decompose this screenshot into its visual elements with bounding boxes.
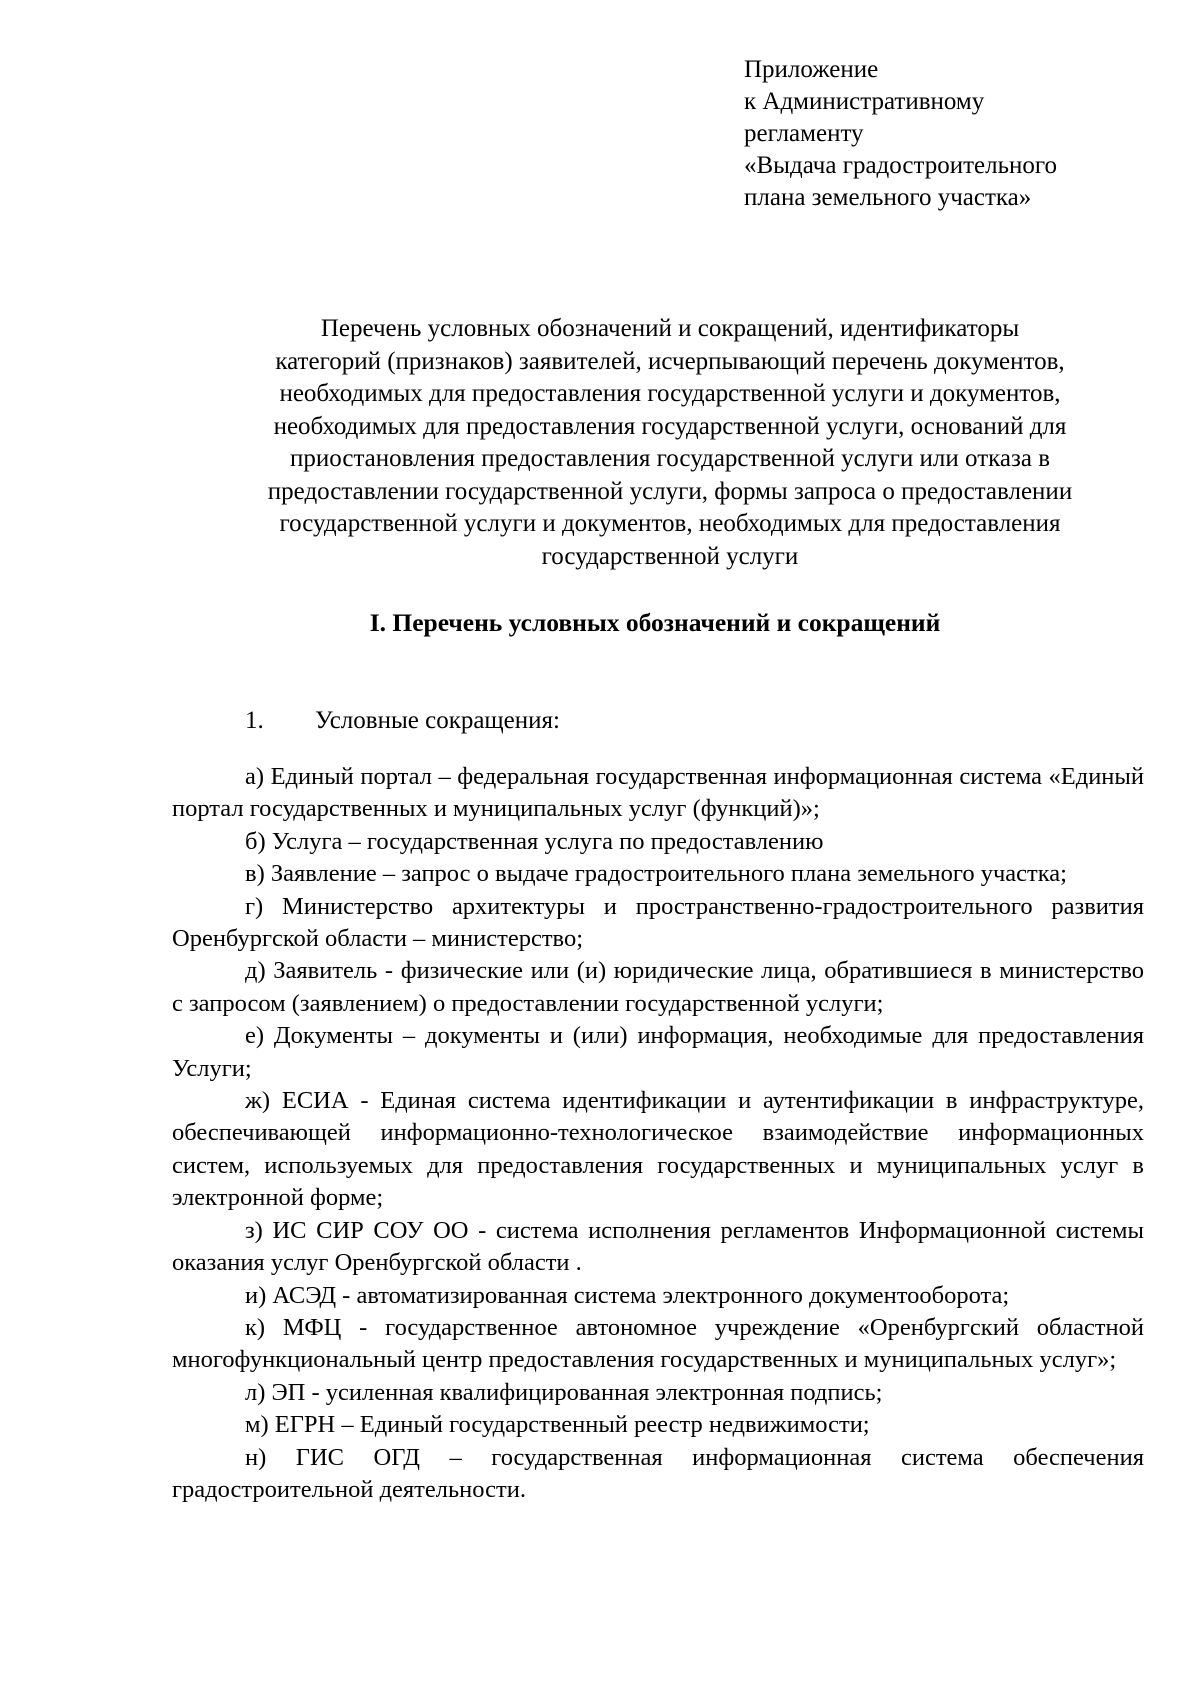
definition-item: д) Заявитель - физические или (и) юридические лица, обратившиеся в министерство с запросом (заявлением) о предоставлении государственной услуги; xyxy=(172,957,1144,1017)
definition-item: е) Документы – документы и (или) информация, необходимые для предоставления Услуги; xyxy=(172,1022,1144,1082)
definition-item: л) ЭП - усиленная квалифицированная электронная подпись; xyxy=(245,1378,883,1406)
appendix-line: регламенту xyxy=(744,120,864,147)
definition-item: а) Единый портал – федеральная государственная информационная система «Единый портал государственных и муниципальных услуг (функций)»; xyxy=(172,763,1144,823)
document-title xyxy=(190,313,1150,573)
appendix-line: «Выдача градостроительного xyxy=(744,152,1058,179)
definition-item: и) АСЭД - автоматизированная система электронного документооборота; xyxy=(245,1281,1010,1309)
item-text: Условные сокращения: xyxy=(315,707,560,734)
definition-item: ж) ЕСИА - Единая система идентификации и аутентификации в инфраструктуре, обеспечивающей информационно-технологическое взаимодействие информационных систем, используемых для предоставления государственных и муниципальных услуг в электронной форме; xyxy=(172,1087,1144,1212)
definitions-list xyxy=(172,761,1144,1506)
appendix-block xyxy=(744,54,1164,214)
title-line: приостановления предоставления государственной услуги или отказа в xyxy=(289,445,1051,472)
item-number: 1. xyxy=(245,707,264,734)
title-line: государственной услуги и документов, необходимых для предоставления xyxy=(279,510,1061,537)
definition-item: м) ЕГРН – Единый государственный реестр недвижимости; xyxy=(245,1411,870,1439)
definition-item: в) Заявление – запрос о выдаче градостроительного плана земельного участка; xyxy=(245,860,1067,888)
title-line: Перечень условных обозначений и сокращений, идентификаторы xyxy=(320,315,1020,342)
title-line: предоставлении государственной услуги, формы запроса о предоставлении xyxy=(267,477,1073,505)
title-line: государственной услуги xyxy=(541,542,799,570)
definition-item: б) Услуга – государственная услуга по предоставлению xyxy=(245,827,824,855)
title-line: необходимых для предоставления государственной услуги и документов, xyxy=(279,380,1061,407)
section-heading: I. Перечень условных обозначений и сокращений xyxy=(369,608,941,637)
definition-item: з) ИС СИР СОУ ОО - система исполнения регламентов Информационной системы оказания услуг Оренбургской области . xyxy=(172,1216,1144,1277)
definition-item: г) Министерство архитектуры и пространственно-градостроительного развития Оренбургской области – министерство; xyxy=(172,892,1144,953)
appendix-line: к Административному xyxy=(744,88,985,115)
appendix-line: плана земельного участка» xyxy=(744,184,1032,211)
definition-item: н) ГИС ОГД – государственная информационная система обеспечения градостроительной деятельности. xyxy=(172,1443,1144,1503)
title-line: категорий (признаков) заявителей, исчерпывающий перечень документов, xyxy=(275,347,1065,375)
title-line: необходимых для предоставления государственной услуги, оснований для xyxy=(273,412,1067,440)
appendix-line: Приложение xyxy=(744,56,879,83)
definition-item: к) МФЦ - государственное автономное учреждение «Оренбургский областной многофункциональный центр предоставления государственных и муниципальных услуг»; xyxy=(172,1313,1144,1374)
